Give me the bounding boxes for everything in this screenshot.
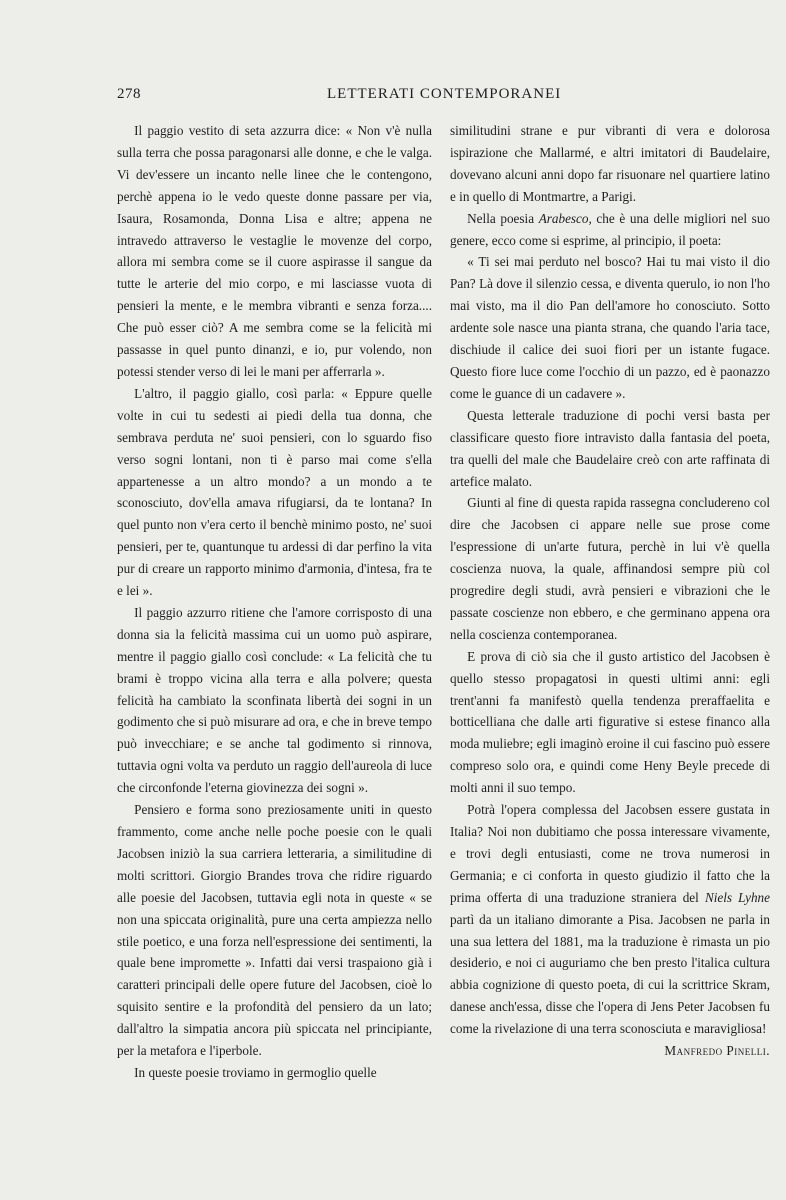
poem-title: Arabesco, xyxy=(538,210,592,226)
paragraph-thought-and-form: Pensiero e forma sono preziosamente uniti in questo frammento, come anche nelle poche poesie con le quali Jacobsen iniziò la sua carriera letteraria, a similitudine di molti scrittori. Giorgio Brandes trova che ridire riguardo alle poesie del Jacobsen, tuttavia egli nota in queste « se non una spiccata originalità, pure una certa ampiezza nello stile poetico, e una forza nell'espressione dei sentimenti, la quale bene impromette ». Infatti dai versi traspaiono già i caratteri principali delle opere future del Jacobsen, cioè lo squisito sentire e la profondità del pensiero da un lato; dall'altro la simpatia ancora più spiccata nel principiante, per la metafora e l'iperbole. xyxy=(117,802,432,1059)
paragraph-arabesco: Nella poesia Arabesco, che è una delle migliori nel suo genere, ecco come si esprime, al principio, il poeta: xyxy=(450,210,771,248)
paragraph-artistic-taste: E prova di ciò sia che il gusto artistico del Jacobsen è quello stesso propagatosi in questi ultimi anni: egli trent'anni fa manifestò quella tendenza preraffaelita e botticelliana che dalle arti figurative si estese financo alla moda muliebre; egli imaginò eroine il cui fascino può essere compreso solo ora, e quindi come Heny Beyle precede di molti anni il suo tempo. xyxy=(450,648,770,796)
page-number: 278 xyxy=(117,86,141,102)
paragraph-poems-intro: In queste poesie troviamo in germoglio quelle xyxy=(134,1064,377,1080)
author-signature: Manfredo Pinelli. xyxy=(664,1043,770,1059)
paragraph-pages-conclusion: Il paggio azzurro ritiene che l'amore corrisposto di una donna sia la felicità massima cui un uomo può aspirare, mentre il paggio giallo così conclude: « La felicità che tu brami è troppo vicina alla terra e alla polvere; questa felicità ha cambiato la sconfinata libertà dei sogni in un godimento che si può misurare ad ora, e che in breve tempo può invecchiare; e se anche tal godimento si rinnova, tuttavia ogni volta va perduto un raggio dell'aureola di luce che circonfonde l'eterna giovinezza dei sogni ». xyxy=(117,604,432,796)
novel-title: Niels Lyhne xyxy=(704,889,770,905)
paragraph-blue-page-speech: Il paggio vestito di seta azzurra dice: « Non v'è nulla sulla terra che possa paragonarsi alle donne, e che le valga. Vi dev'essere un incanto nelle linee che le contengono, perchè appena io le vedo queste donne passare per via, Isaura, Rosamonda, Donna Lisa e altre; appena ne intravedo attraverso le vestaglie le movenze del corpo, allora mi sembra come se il cuore aspirasse il sangue da tutte le arterie del mio corpo, e mi lasciasse vuota di pensieri la mente, e le membra vibranti e senza forza.... Che può esser ciò? A me sembra come se la felicità mi passasse in quel punto dinanzi, e io, pur volendo, non potessi stender verso di lei le mani per afferrarla ». xyxy=(117,123,432,379)
left-column xyxy=(117,120,432,1084)
right-column xyxy=(450,120,770,1062)
paragraph-italy-reception: Potrà l'opera complessa del Jacobsen essere gustata in Italia? Noi non dubitiamo che possa interessare vivamente, e trovi degli entusiasti, come ne trova numerosi in Germania; e ci conforta in questo giudizio il fatto che la prima offerta di una traduzione straniera del Niels Lyhne partì da un italiano dimorante a Pisa. Jacobsen ne parla in una sua lettera del 1881, ma la traduzione è rimasta un pio desiderio, e noi ci auguriamo che ben presto l'italica cultura abbia cognizione di questo poeta, di cui la scrittrice Skram, danese anch'essa, disse che l'opera di Jens Peter Jacobsen fu come la rivelazione di una terra sconosciuta e maravigliosa! xyxy=(450,802,770,1037)
paragraph-translation-note: Questa letterale traduzione di pochi versi basta per classificare questo fiore intravisto dalla fantasia del poeta, tra quelli del male che Baudelaire creò con arte raffinata di artefice malato. xyxy=(450,407,770,489)
paragraph-conclusion: Giunti al fine di questa rapida rassegna concludereno col dire che Jacobsen ci appare nelle sue prose come l'espressione di un'arte futura, perchè in lui v'è quella coscienza nuova, la quale, affinandosi sempre più col progredire degli studi, avrà pensieri e vibrazioni che le passate coscienze non ebbero, e che germinano appena ora nella coscienza contemporanea. xyxy=(450,495,770,642)
paragraph-poem-quote: « Ti sei mai perduto nel bosco? Hai tu mai visto il dio Pan? Là dove il silenzio cessa, e diventa querulo, io non l'ho mai visto, ma il dio Pan dell'amore ho conosciuto. Sotto ardente sole nasce una pianta strana, che quando l'aria tace, dischiude il calice dei suoi fiori per un istante fugace. Questo fiore luce come l'occhio di un pazzo, ed è paonazzo come le guance di un cadavere ». xyxy=(450,254,770,401)
paragraph-yellow-page-speech: L'altro, il paggio giallo, così parla: « Eppure quelle volte in cui tu sedesti ai piedi della tua donna, che sembrava perduta ne' suoi pensieri, con lo sguardo fiso verso sogni lontani, non ti è parso mai come s'ella appartenesse a un altro mondo? a un mondo a te sconosciuto, dov'ella amava rifugiarsi, da te lontana? In quel punto non v'era certo il benchè minimo posto, ne' suoi pensieri, per te, quantunque tu ardessi di dar perfino la vita pur di creare un rapporto minimo d'armonia, d'intesa, fra te e lei ». xyxy=(117,385,432,599)
paragraph-continuation: similitudini strane e pur vibranti di vera e dolorosa ispirazione che Mallarmé, e altri imitatori di Baudelaire, dovevano alcuni anni dopo far risuonare nel quartiere latino e in quello di Montmartre, a Parigi. xyxy=(450,123,770,204)
running-title: LETTERATI CONTEMPORANEI xyxy=(327,86,562,102)
page-header xyxy=(117,86,777,108)
